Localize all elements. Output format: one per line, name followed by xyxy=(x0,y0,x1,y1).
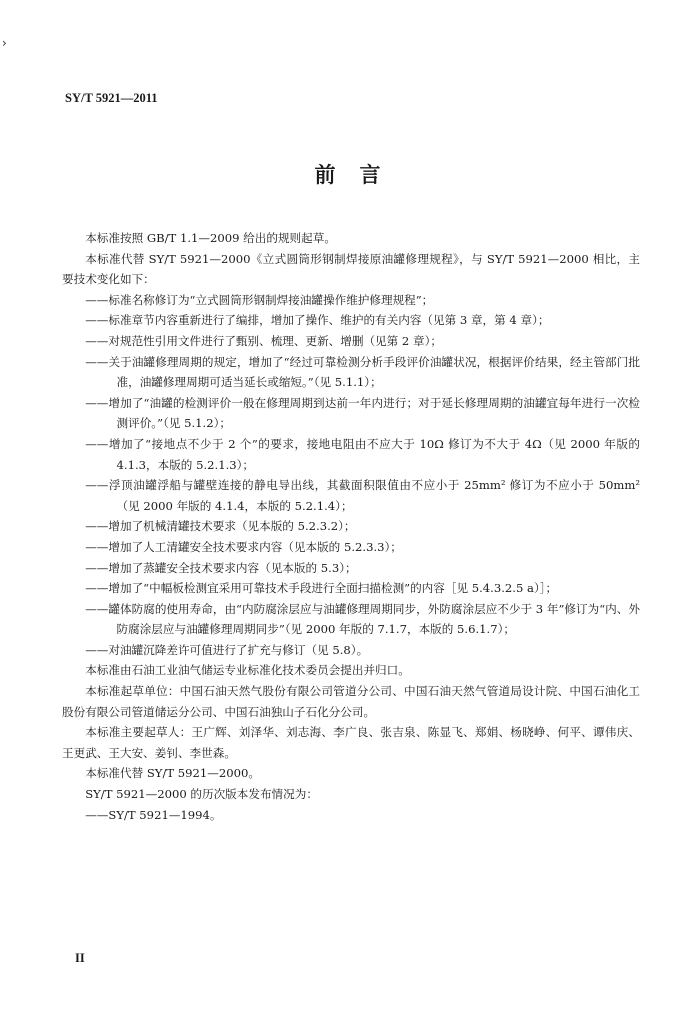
list-item: ——关于油罐修理周期的规定，增加了“经过可靠检测分析手段评价油罐状况，根据评价结果，经主管部门批准，油罐修理周期可适当延长或缩短。”（见 5.1.1）； xyxy=(85,354,640,390)
list-item: ——增加了机械清罐技术要求（见本版的 5.2.3.2）； xyxy=(85,519,356,534)
list-item: ——增加了人工清罐安全技术要求内容（见本版的 5.2.3.3）； xyxy=(85,539,402,554)
paragraph: 本标准按照 GB/T 1.1—2009 给出的规则起草。 xyxy=(85,231,336,245)
list-item: ——增加了“油罐的检测评价一般在修理周期到达前一年内进行；对于延长修理周期的油罐宜每年进行一次检测评价。”（见 5.1.2）； xyxy=(85,395,640,431)
list-item: ——对规范性引用文件进行了甄别、梳理、更新、增删（见第 2 章）； xyxy=(85,333,442,348)
page-number: II xyxy=(75,951,85,965)
paragraph: 本标准代替 SY/T 5921—2000。 xyxy=(85,766,260,781)
standard-code-header: SY/T 5921—2011 xyxy=(65,91,158,105)
paragraph: SY/T 5921—2000 的历次版本发布情况为： xyxy=(85,787,318,802)
paragraph: 本标准主要起草人：王广辉、刘泽华、刘志海、李广良、张吉泉、陈显飞、郑娟、杨晓峥、何平、谭伟庆、王更武、王大安、姜钊、李世森。 xyxy=(62,725,640,760)
list-item: ——增加了蒸罐安全技术要求内容（见本版的 5.3）； xyxy=(85,560,357,575)
list-item: ——浮顶油罐浮船与罐壁连接的静电导出线，其截面积限值由不应小于 25mm² 修订为不应小于 50mm²（见 2000 年版的 4.1.4，本版的 5.2.1.4）； xyxy=(85,478,640,513)
list-item: ——增加了“接地点不少于 2 个”的要求，接地电阻由不应大于 10Ω 修订为不大于 4Ω（见 2000 年版的 4.1.3，本版的 5.2.1.3）； xyxy=(85,436,640,472)
list-item: ——罐体防腐的使用寿命，由“内防腐涂层应与油罐修理周期同步，外防腐涂层应不少于 3 年”修订为“内、外防腐涂层应与油罐修理周期同步”（见 2000 年版的 7.1.7，本版的 5.6.1.7）； xyxy=(85,601,640,637)
paragraph: 本标准代替 SY/T 5921—2000《立式圆筒形钢制焊接原油罐修理规程》，与 SY/T 5921—2000 相比，主要技术变化如下： xyxy=(62,251,640,287)
list-item: ——标准名称修订为“立式圆筒形钢制焊接油罐操作维护修理规程”； xyxy=(85,292,434,307)
list-item: ——标准章节内容重新进行了编排，增加了操作、维护的有关内容（见第 3 章，第 4 章）； xyxy=(85,313,550,328)
list-item: ——增加了“中幅板检测宜采用可靠技术手段进行全面扫描检测”的内容［见 5.4.3.2.5 a）］； xyxy=(85,581,558,596)
list-item: ——SY/T 5921—1994。 xyxy=(85,807,222,822)
list-item: ——对油罐沉降差许可值进行了扩充与修订（见 5.8）。 xyxy=(85,642,369,657)
paragraph: 本标准起草单位：中国石油天然气股份有限公司管道分公司、中国石油天然气管道局设计院、中国石油化工股份有限公司管道储运分公司、中国石油独山子石化分公司。 xyxy=(62,684,640,719)
corner-mark: › xyxy=(2,36,7,50)
paragraph: 本标准由石油工业油气储运专业标准化技术委员会提出并归口。 xyxy=(85,663,410,678)
page-title: 前言 xyxy=(314,163,405,187)
document-body xyxy=(62,228,640,825)
